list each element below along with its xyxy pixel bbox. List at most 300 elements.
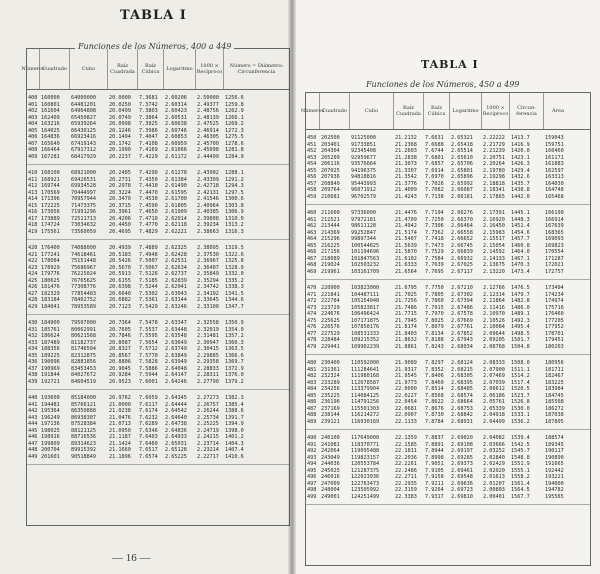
table-cell: 7.5478 (139, 320, 158, 326)
table-cell: 96702579 (351, 193, 376, 200)
table-cell: 121287375 (351, 467, 380, 474)
table-cell: 174724 (41, 222, 60, 228)
row-group (27, 315, 289, 390)
table-cell: 171396 (41, 196, 60, 202)
table-cell: 422 (28, 258, 38, 264)
table-cell: 66430125 (71, 127, 96, 134)
table-cell: 86938307 (71, 414, 96, 421)
table-cell: 7.4710 (139, 215, 158, 222)
table-cell: 119095488 (351, 448, 380, 454)
table-cell: 405 (28, 127, 38, 134)
table-cell: 477 (307, 330, 317, 337)
table-cell: 2.60531 (165, 114, 187, 121)
table-cell: 20.9045 (109, 365, 131, 372)
table-cell: 21.4942 (395, 223, 417, 229)
table-cell: 2.33645 (197, 297, 219, 303)
table-row (306, 419, 590, 426)
table-cell: 7.4770 (139, 222, 158, 228)
table-cell: 2.61595 (165, 189, 187, 196)
table-cell: 2.67302 (451, 291, 473, 298)
table-cell: 1328.9 (225, 264, 244, 271)
table-cell: 7.3742 (139, 101, 158, 108)
table-cell: 209764 (321, 187, 340, 193)
table-cell: 2.47525 (197, 121, 219, 127)
table-cell: 7.7529 (425, 249, 444, 255)
table-cell: 1272.3 (225, 127, 244, 134)
table-cell: 20.2978 (109, 183, 131, 189)
table-cell: 21.1896 (109, 453, 131, 460)
table-cell: 464 (307, 236, 317, 242)
table-cell: 7.4889 (139, 245, 158, 251)
table-cell: 1429.4 (511, 167, 530, 174)
table-cell: 109215352 (351, 337, 380, 343)
table-cell: 20.6155 (109, 277, 131, 284)
table-cell: 439 (28, 378, 38, 385)
table-cell: 159751 (545, 141, 564, 148)
table-cell: 2.69548 (451, 474, 473, 480)
table-cell: 21.8403 (395, 330, 417, 337)
table-cell: 2.14133 (483, 255, 505, 262)
table-cell: 173494 (545, 285, 564, 291)
table-cell: 66923416 (71, 134, 96, 140)
table-cell: 2.07039 (483, 379, 505, 386)
table-cell: 1385.4 (225, 401, 244, 408)
table-cell: 1300.6 (225, 196, 244, 202)
table-cell: 21.6795 (395, 285, 417, 291)
table-cell: 20.6398 (109, 284, 131, 290)
table-cell: 98611128 (351, 223, 376, 229)
table-cell: 2.12766 (483, 285, 505, 291)
table-cell: 458 (307, 187, 317, 193)
table-cell: 235225 (321, 392, 340, 399)
table-cell: 2.50000 (197, 95, 219, 101)
table-cell: 1423.1 (511, 154, 530, 161)
table-cell: 7.6517 (139, 447, 158, 453)
table-cell: 20.2731 (109, 176, 131, 183)
table-cell: 73034632 (71, 222, 96, 228)
table-cell: 7.3681 (139, 95, 158, 101)
table-cell: 20.5183 (109, 251, 131, 258)
table-cell: 2.27273 (197, 395, 219, 401)
table-cell: 107171875 (351, 317, 380, 324)
table-cell: 2.60853 (165, 134, 187, 140)
table-cell: 20.3715 (109, 202, 131, 209)
table-cell: 1467.1 (511, 255, 530, 262)
table-cell: 168100 (41, 170, 60, 176)
table-cell: 170554 (545, 249, 564, 255)
table-cell: 20.4695 (109, 228, 131, 235)
table-cell: 226576 (321, 324, 340, 330)
table-cell: 21.3776 (395, 180, 417, 187)
table-cell: 82312875 (71, 352, 96, 359)
table-cell: 7.3803 (139, 108, 158, 114)
table-cell: 1322.6 (225, 251, 244, 258)
table-cell: 2.22717 (197, 453, 219, 460)
table-cell: 1526.8 (511, 399, 530, 405)
table-cell: 207936 (321, 174, 340, 180)
table-cell: 7.8998 (425, 454, 444, 461)
column-header: Logaritmo (164, 49, 196, 89)
table-cell: 1294.3 (225, 183, 244, 189)
table-cell: 415 (28, 202, 38, 209)
table-cell: 7.7970 (425, 311, 444, 317)
table-cell: 2.65610 (451, 154, 473, 161)
table-cell: 187805 (545, 418, 564, 425)
table-cell: 7.6574 (139, 453, 158, 460)
table-cell: 1335.2 (225, 277, 244, 284)
table-cell: 161171 (545, 154, 564, 161)
table-cell: 1476.5 (511, 285, 530, 291)
table-cell: 2.32558 (197, 320, 219, 326)
table-cell: 2.65418 (451, 141, 473, 148)
table-cell: 22.1585 (395, 441, 417, 448)
table-cell: 460 (307, 210, 317, 216)
table-cell: 22.2486 (395, 467, 417, 474)
table-cell: 1445.1 (511, 210, 530, 216)
table-cell: 2.62014 (165, 215, 187, 222)
table-cell: 178084 (41, 258, 60, 264)
table-cell: 181711 (545, 366, 564, 373)
column-header: Cuadrado (320, 93, 350, 129)
table-cell: 7.5420 (139, 303, 158, 310)
table-cell: 76225024 (71, 271, 96, 277)
table-cell: 202500 (321, 135, 340, 141)
table-cell: 1401.2 (225, 434, 244, 440)
table-cell: 1457.7 (511, 236, 530, 242)
table-cell: 189225 (41, 352, 60, 359)
table-cell: 1442.0 (511, 193, 530, 200)
table-cell: 169823 (545, 242, 564, 249)
table-cell: 20.2237 (109, 153, 131, 160)
table-cell: 2.63246 (165, 303, 187, 310)
column-header: Números (306, 93, 320, 129)
table-cell: 172225 (41, 202, 60, 209)
table-cell: 20.4450 (109, 222, 131, 228)
table-cell: 20.5670 (109, 264, 131, 271)
table-cell: 474 (307, 311, 317, 317)
table-cell: 2.26757 (197, 401, 219, 408)
table-cell: 453 (307, 154, 317, 161)
table-cell: 65450827 (71, 114, 96, 121)
table-cell: 21.0476 (109, 414, 131, 421)
table-cell: 1486.0 (511, 304, 530, 311)
table-cell: 485 (307, 392, 317, 399)
table-cell: 2.65031 (165, 440, 187, 447)
table-cell: 7.5944 (139, 372, 158, 378)
table-cell: 2.30415 (197, 346, 219, 352)
table-cell: 2.45700 (197, 140, 219, 147)
table-cell: 480 (307, 360, 317, 366)
row-group (306, 430, 590, 505)
table-cell: 2.46914 (197, 127, 219, 134)
table-cell: 177241 (41, 251, 60, 258)
table-cell: 21.7945 (395, 317, 417, 324)
table-cell: 1451.4 (511, 223, 530, 229)
table-cell: 2.64542 (165, 408, 187, 414)
table-cell: 75686967 (71, 264, 96, 271)
table-cell: 1511.1 (511, 366, 530, 373)
table-cell: 7.5537 (139, 326, 158, 333)
table-cell: 1379.2 (225, 378, 244, 385)
table-cell: 2.24719 (197, 427, 219, 434)
table-cell: 445 (28, 427, 38, 434)
table-cell: 2.11416 (483, 304, 505, 311)
table-cell: 2.17865 (483, 193, 505, 200)
table-cell: 20.1990 (109, 147, 131, 153)
table-cell: 2.67025 (451, 262, 473, 268)
table-cell: 20.9284 (109, 372, 131, 378)
table-cell: 21.0000 (109, 401, 131, 408)
table-cell: 1262.9 (225, 108, 244, 114)
table-cell: 207025 (321, 167, 340, 174)
table-cell: 2.68842 (451, 412, 473, 418)
table-cell: 1266.1 (225, 114, 244, 121)
table-cell: 1482.8 (511, 298, 530, 304)
table-cell: 413 (28, 189, 38, 196)
column-header: 1000 × Recíproco (482, 93, 510, 129)
table-cell: 7.7026 (425, 180, 444, 187)
table-cell: 185508 (545, 399, 564, 405)
table-cell: 437 (28, 365, 38, 372)
table-cell: 467 (307, 255, 317, 262)
table-cell: 7.5302 (139, 290, 158, 297)
column-header: Números (27, 49, 40, 89)
table-cell: 1382.3 (225, 395, 244, 401)
table-cell: 21.2132 (395, 135, 417, 141)
table-cell: 440 (28, 395, 38, 401)
table-cell: 404 (28, 121, 38, 127)
table-cell: 84604519 (71, 378, 96, 385)
table-cell: 20.3961 (109, 209, 131, 215)
table-cell: 7.5828 (139, 359, 158, 365)
table-cell: 70957944 (71, 196, 96, 202)
table-cell: 187489 (41, 339, 60, 346)
table-cell: 7.8243 (425, 343, 444, 350)
table-cell: 7.8568 (425, 392, 444, 399)
table-cell: 20.6882 (109, 297, 131, 303)
table-cell: 1291.2 (225, 176, 244, 183)
table-cell: 21.7025 (395, 291, 417, 298)
table-cell: 1473.4 (511, 268, 530, 275)
column-header: Raíz Cúbica (138, 49, 164, 89)
table-cell: 236196 (321, 399, 340, 405)
table-cell: 490 (307, 435, 317, 441)
table-cell: 179451 (545, 337, 564, 343)
table-cell: 1303.8 (225, 202, 244, 209)
row-group (27, 390, 289, 465)
table-cell: 2.64048 (165, 365, 187, 372)
table-cell: 2.04082 (483, 435, 505, 441)
table-cell: 7.6059 (139, 395, 158, 401)
table-cell: 99252847 (351, 229, 376, 236)
table-cell: 2.19780 (483, 167, 505, 174)
table-cell: 193600 (41, 395, 60, 401)
table-cell: 7.4108 (139, 140, 158, 147)
table-cell: 479 (307, 343, 317, 350)
table-cell: 7.5067 (139, 264, 158, 271)
table-cell: 20.9523 (109, 378, 131, 385)
table-cell: 2.64147 (165, 372, 187, 378)
table-cell: 2.48756 (197, 108, 219, 114)
right-page (293, 0, 600, 574)
table-cell: 190117 (545, 448, 564, 454)
table-cell: 102503232 (351, 262, 380, 268)
table-cell: 67419143 (71, 140, 96, 147)
table-cell: 64964808 (71, 108, 96, 114)
table-cell: 451 (307, 141, 317, 148)
table-cell: 1297.5 (225, 189, 244, 196)
table-cell: 20.1494 (109, 134, 131, 140)
table-cell: 2.69810 (451, 493, 473, 500)
table-cell: 2.60638 (165, 121, 187, 127)
table-cell: 7.7750 (425, 285, 444, 291)
table-cell: 7.8025 (425, 317, 444, 324)
table-cell: 1332.0 (225, 271, 244, 277)
table-cell: 65939264 (71, 121, 96, 127)
table-cell: 436 (28, 359, 38, 365)
table-cell: 103823000 (351, 285, 380, 291)
table-cell: 1360.3 (225, 339, 244, 346)
table-cell: 2.26244 (197, 408, 219, 414)
table-cell: 406 (28, 134, 38, 140)
table-cell: 195565 (545, 493, 564, 500)
table-cell: 2.14592 (483, 249, 505, 255)
table-cell: 2.10526 (483, 317, 505, 324)
table-cell: 22.0907 (395, 412, 417, 418)
table-cell: 407 (28, 140, 38, 147)
table-cell: 408 (28, 147, 38, 153)
table-cell: 2.64640 (165, 414, 187, 421)
table-cell: 2.69108 (451, 441, 473, 448)
table-cell: 166914 (545, 216, 564, 223)
table-cell: 7.8352 (425, 366, 444, 373)
table-cell: 7.4410 (139, 183, 158, 189)
table-cell: 183225 (545, 379, 564, 386)
table-cell: 20.8806 (109, 359, 131, 365)
table-cell: 447 (28, 440, 38, 447)
table-cell: 184900 (41, 320, 60, 326)
table-cell: 1495.4 (511, 324, 530, 330)
table-cell: 426 (28, 284, 38, 290)
table-cell: 494 (307, 461, 317, 467)
table-cell: 67917312 (71, 147, 96, 153)
table-cell: 168365 (545, 229, 564, 236)
table-cell: 2.62118 (165, 222, 187, 228)
table-cell: 232324 (321, 373, 340, 379)
table-cell: 1306.9 (225, 209, 244, 215)
table-cell: 89915392 (71, 447, 96, 453)
column-header: Cubo (350, 93, 394, 129)
table-cell: 7.4650 (139, 209, 158, 215)
table-cell: 2.23714 (197, 440, 219, 447)
table-cell: 184041 (41, 303, 60, 310)
table-cell: 208849 (321, 180, 340, 187)
table-cell: 101194696 (351, 249, 380, 255)
table-cell: 164025 (41, 127, 60, 134)
table-cell: 20.6640 (109, 290, 131, 297)
table-cell: 122023936 (351, 474, 380, 480)
table-cell: 123505992 (351, 487, 380, 493)
functions-table (300, 80, 591, 566)
left-page (0, 0, 293, 574)
table-cell: 7.5126 (139, 271, 158, 277)
column-header: Cubo (70, 49, 108, 89)
table-cell: 2.45098 (197, 147, 219, 153)
table-cell: 78402752 (71, 297, 96, 303)
table-cell: 21.5639 (395, 242, 417, 249)
table-cell: 7.7194 (425, 210, 444, 216)
table-cell: 7.5361 (139, 297, 158, 303)
table-cell: 7.6232 (139, 414, 158, 421)
table-cell: 20.0000 (109, 95, 131, 101)
table-row (306, 344, 590, 351)
table-cell: 20.1246 (109, 127, 131, 134)
table-cell: 216225 (321, 242, 340, 249)
table-cell: 1416.9 (511, 141, 530, 148)
table-cell: 2.19298 (483, 174, 505, 180)
table-cell: 178701 (545, 330, 564, 337)
table-cell: 2.32019 (197, 326, 219, 333)
table-cell: 169744 (41, 183, 60, 189)
table-cell: 2.61805 (165, 202, 187, 209)
table-cell: 194000 (545, 480, 564, 487)
table-cell: 77308776 (71, 284, 96, 290)
table-cell: 7.8134 (425, 330, 444, 337)
table-cell: 2.67852 (451, 330, 473, 337)
table-cell: 7.9105 (425, 467, 444, 474)
table-cell: 88121125 (71, 427, 96, 434)
table-cell: 7.4470 (139, 189, 158, 196)
table-cell: 2.61066 (165, 147, 187, 153)
table-cell: 180625 (41, 277, 60, 284)
table-cell: 2.25734 (197, 414, 219, 421)
table-cell: 21.6102 (395, 255, 417, 262)
table-cell: 456 (307, 174, 317, 180)
table-cell: 162409 (41, 114, 60, 121)
table-cell: 2.04918 (483, 412, 505, 418)
table-cell: 112678587 (351, 379, 380, 386)
table-cell: 2.02020 (483, 467, 505, 474)
table-cell: 245025 (321, 467, 340, 474)
table-cell: 186624 (41, 333, 60, 339)
table-cell: 2.25225 (197, 421, 219, 427)
table-cell: 484 (307, 386, 317, 392)
table-cell: 471 (307, 291, 317, 298)
column-header: Logaritmo (450, 93, 482, 129)
table-cell: 7.4948 (139, 251, 158, 258)
table-cell: 7.6460 (139, 440, 158, 447)
table-cell: 21.1187 (109, 434, 131, 440)
table-cell: 2.10084 (483, 324, 505, 330)
table-cell: 110592000 (351, 360, 380, 366)
table-cell: 7.9158 (425, 474, 444, 480)
table-cell: 233289 (321, 379, 340, 386)
table-cell: 73560059 (71, 228, 96, 235)
table-cell: 79507000 (71, 320, 96, 326)
table-cell: 182467 (545, 373, 564, 379)
table-cell: 2.23214 (197, 447, 219, 453)
table-cell: 2.69461 (451, 467, 473, 474)
table-cell: 2.09205 (483, 337, 505, 343)
table-cell: 167281 (41, 153, 60, 160)
table-cell: 2.68753 (451, 405, 473, 412)
table-cell: 2.62221 (165, 228, 187, 235)
table-cell: 86350888 (71, 408, 96, 414)
table-cell: 2.66087 (451, 187, 473, 193)
table-cell: 161604 (41, 108, 60, 114)
table-cell: 1284.9 (225, 153, 244, 160)
table-cell: 20.8327 (109, 346, 131, 352)
